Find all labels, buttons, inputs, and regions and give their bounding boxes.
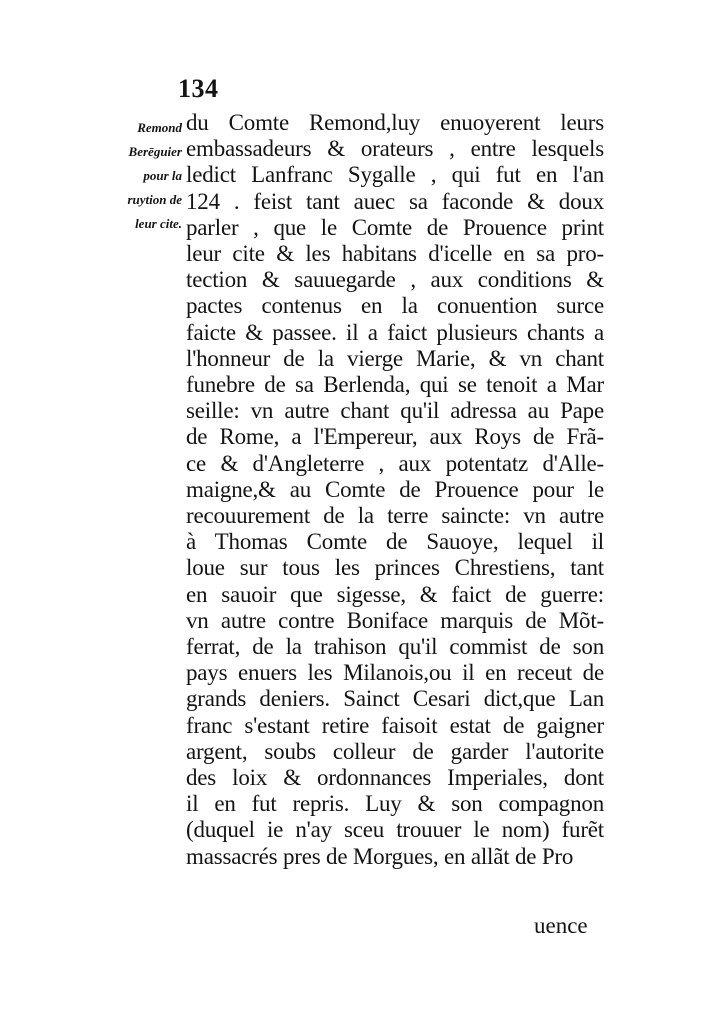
text-line: grands deniers. Sainct Cesari dict,que Lan — [186, 686, 604, 712]
text-line: argent, soubs colleur de garder l'autorite — [186, 738, 604, 764]
text-line: massacrés pres de Morgues, en allãt de Pro — [186, 843, 574, 869]
text-line: de Rome, a l'Empereur, aux Roys de Frã- — [186, 424, 604, 450]
text-line: du Comte Remond,luy enuoyerent leurs — [186, 110, 604, 135]
text-line: franc s'estant retire faisoit estat de gaigner — [186, 712, 604, 738]
body-text — [186, 110, 604, 870]
text-line: l'honneur de la vierge Marie, & vn chant — [186, 345, 604, 371]
text-line: pactes contenus en la conuention surce — [186, 293, 604, 319]
text-line: leur cite & les habitans d'icelle en sa pro- — [186, 241, 604, 267]
text-line: seille: vn autre chant qu'il adressa au Pape — [186, 398, 604, 424]
text-line: il en fut repris. Luy & son compagnon — [186, 791, 604, 817]
text-line: funebre de sa Berlenda, qui se tenoit a Mar — [186, 372, 604, 398]
text-line: embassadeurs & orateurs , entre lesquels — [186, 136, 604, 162]
text-line: ledict Lanfranc Sygalle , qui fut en l'an — [186, 162, 604, 188]
margin-note-line: Remond — [137, 120, 182, 135]
margin-note-line: Berēguier — [128, 144, 182, 159]
text-line: en sauoir que sigesse, & faict de guerre: — [186, 581, 604, 607]
text-line: faicte & passee. il a faict plusieurs chants a — [186, 319, 604, 345]
text-line: des loix & ordonnances Imperiales, dont — [186, 765, 604, 791]
margin-note-line: leur cite. — [135, 216, 182, 231]
text-line: parler , que le Comte de Prouence print — [186, 214, 604, 240]
text-line: loue sur tous les princes Chrestiens, tant — [186, 555, 604, 581]
text-line: vn autre contre Boniface marquis de Mõt- — [186, 607, 604, 633]
text-line: à Thomas Comte de Sauoye, lequel il — [186, 529, 604, 555]
text-line: tection & sauuegarde , aux conditions & — [186, 267, 604, 293]
text-line: pays enuers les Milanois,ou il en receut de — [186, 660, 604, 686]
text-line: 124 . feist tant auec sa faconde & doux — [186, 188, 604, 214]
catchword: uence — [534, 913, 588, 938]
text-line: ferrat, de la trahison qu'il commist de son — [186, 634, 604, 660]
margin-note — [82, 116, 182, 236]
text-line: (duquel ie n'ay sceu trouuer le nom) furẽt — [186, 817, 604, 843]
margin-note-line: ruytion de — [127, 192, 182, 207]
margin-note-line: pour la — [143, 168, 182, 183]
text-line: ce & d'Angleterre , aux potentatz d'Alle- — [186, 450, 604, 476]
page-number: 134 — [178, 74, 219, 103]
text-line: recouurement de la terre saincte: vn autre — [186, 503, 604, 529]
text-line: maigne,& au Comte de Prouence pour le — [186, 476, 604, 502]
